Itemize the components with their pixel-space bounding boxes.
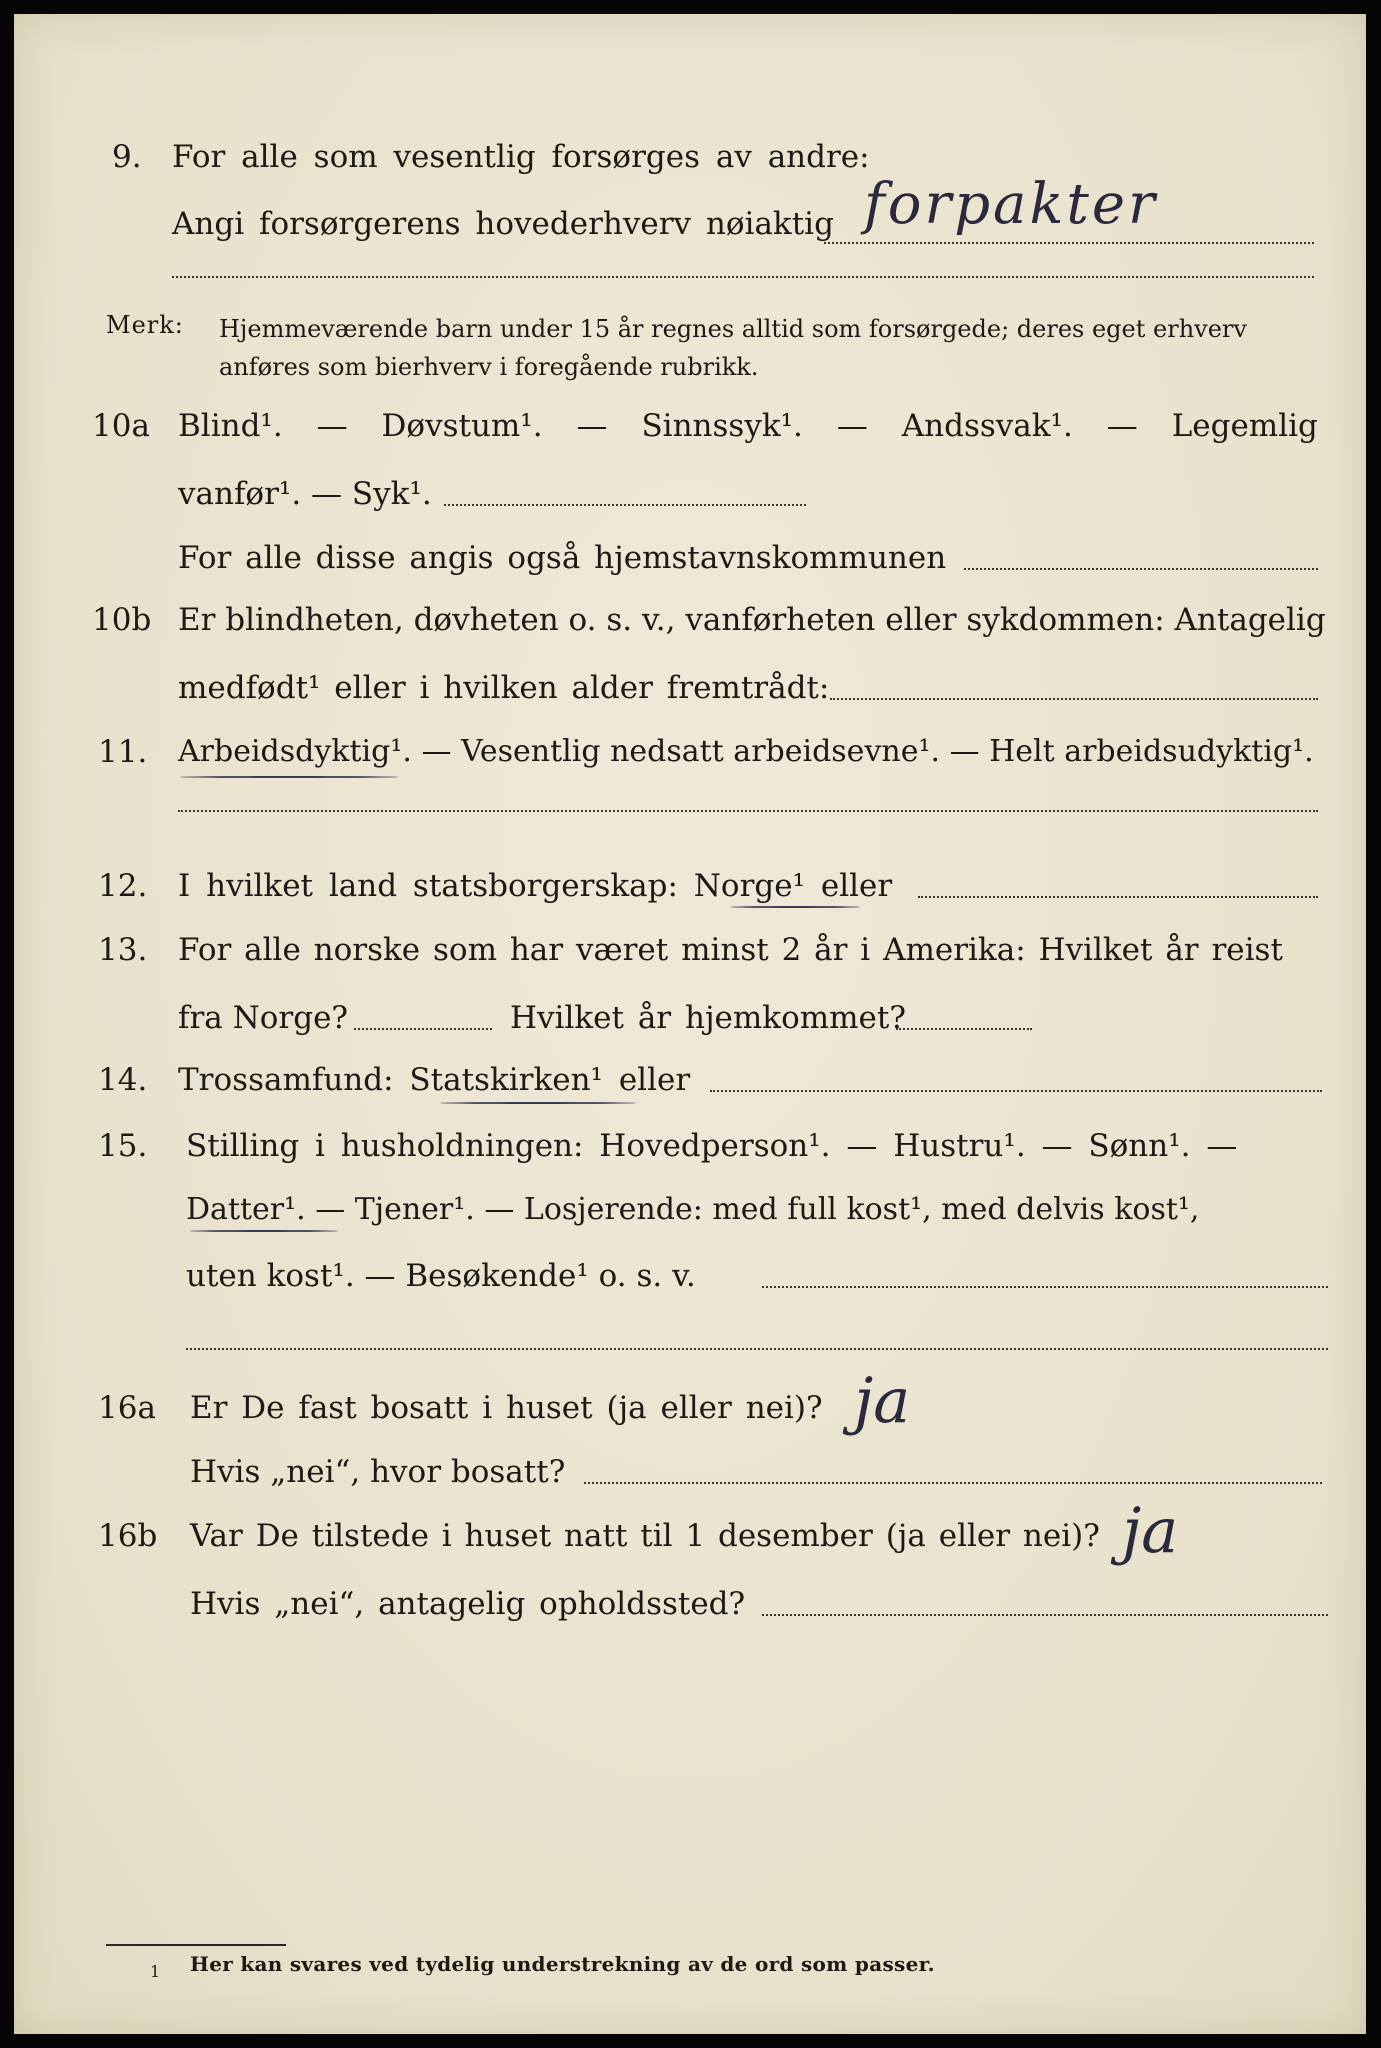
q11-extra-line [178, 810, 1318, 812]
q16b-text-line2: Hvis „nei“, antagelig opholdssted? [190, 1586, 746, 1622]
q11-text-line1: Arbeidsdyktig¹. — Vesentlig nedsatt arbeidsevne¹. — Helt arbeidsudyktig¹. [178, 734, 1314, 769]
q13-text-line2a: fra Norge? [178, 1000, 349, 1036]
q10a-word: Sinnssyk¹. [641, 408, 803, 444]
q13-text-line1: For alle norske som har været minst 2 år i Amerika: Hvilket år reist [178, 932, 1283, 968]
q13-text-line2b: Hvilket år hjemkommet? [510, 1000, 906, 1036]
q15-number: 15. [98, 1128, 148, 1164]
q9-extra-line [172, 276, 1314, 278]
q10b-number: 10b [92, 602, 152, 638]
q15-text-line1: Stilling i husholdningen: Hovedperson¹. — Hustru¹. — Sønn¹. — [186, 1128, 1238, 1164]
q10b-text-line2: medfødt¹ eller i hvilken alder fremtrådt: [178, 670, 830, 706]
q14-answer-line [710, 1090, 1322, 1092]
merk-line1: Hjemmeværende barn under 15 år regnes alltid som forsørgede; deres eget erhverv [219, 315, 1247, 343]
q16a-line1 [14, 1386, 1381, 1430]
q13-hjemkommet-answer-line [896, 1028, 1032, 1030]
q13-line1 [14, 928, 1381, 972]
q10a-line3 [14, 536, 1381, 580]
q9-text-line2: Angi forsørgerens hovederhverv nøiaktig [172, 206, 834, 242]
q9-line2 [14, 202, 1381, 246]
q15-line2 [14, 1188, 1381, 1232]
q10a-number: 10a [92, 408, 150, 444]
q10a-word: — [836, 408, 868, 444]
q13-reist-answer-line [354, 1028, 492, 1030]
merk-label: Merk: [106, 311, 184, 339]
q10b-answer-line [830, 698, 1318, 700]
q15-underline-datter [190, 1230, 338, 1232]
q16b-handwritten-answer: ja [1122, 1494, 1179, 1567]
q11-line1 [14, 730, 1381, 774]
q10a-word: — [576, 408, 608, 444]
form-page [14, 14, 1366, 2034]
q10a-text-line2: vanfør¹. — Syk¹. [178, 476, 432, 512]
q10a-word: Blind¹. [178, 408, 283, 444]
q16a-text-line2: Hvis „nei“, hvor bosatt? [190, 1454, 566, 1490]
q15-text-line3: uten kost¹. — Besøkende¹ o. s. v. [186, 1258, 696, 1294]
q16a-handwritten-answer: ja [854, 1364, 911, 1437]
q10a-word: Legemlig [1171, 408, 1318, 444]
q10a-hjemstavn-answer-line [964, 568, 1318, 570]
q10b-line1 [14, 598, 1381, 642]
q9-text-line1: For alle som vesentlig forsørges av andre: [172, 139, 870, 175]
q14-underline-statskirken [440, 1102, 636, 1104]
q15-line1 [14, 1124, 1381, 1168]
q16a-answer-line [584, 1482, 1322, 1484]
q12-underline-norge [730, 906, 860, 908]
q14-number: 14. [98, 1062, 148, 1098]
q10a-line2 [14, 472, 1381, 516]
footnote-mark: 1 [150, 1962, 161, 1981]
q15-line3 [14, 1254, 1381, 1298]
q15-answer-line [762, 1286, 1328, 1288]
q12-number: 12. [98, 868, 148, 904]
q9-answer-line [824, 242, 1314, 244]
footnote-text: Her kan svares ved tydelig understrekning av de ord som passer. [190, 1952, 935, 1976]
q13-number: 13. [98, 932, 148, 968]
q9-line1 [14, 135, 1381, 179]
q14-text-line1: Trossamfund: Statskirken¹ eller [178, 1062, 691, 1098]
q16a-text-line1: Er De fast bosatt i huset (ja eller nei)? [190, 1390, 823, 1426]
q16a-line2 [14, 1450, 1381, 1494]
q12-text-line1: I hvilket land statsborgerskap: Norge¹ eller [178, 868, 893, 904]
q9-number: 9. [112, 139, 142, 175]
q15-extra-line [186, 1348, 1328, 1350]
q16a-number: 16a [98, 1390, 156, 1426]
q10a-word: — [1106, 408, 1138, 444]
footnote-rule [106, 1944, 286, 1946]
q11-number: 11. [98, 734, 148, 770]
q16b-text-line1: Var De tilstede i huset natt til 1 desember (ja eller nei)? [190, 1518, 1100, 1554]
q14-line1 [14, 1058, 1381, 1102]
q12-answer-line [918, 896, 1318, 898]
merk-line2: anføres som bierhverv i foregående rubrikk. [219, 353, 759, 381]
q16b-number: 16b [98, 1518, 158, 1554]
q10a-text-line1 [178, 404, 1318, 448]
q15-text-line2: Datter¹. — Tjener¹. — Losjerende: med full kost¹, med delvis kost¹, [186, 1192, 1200, 1227]
q10a-word: — [316, 408, 348, 444]
q9-handwritten-answer: forpakter [864, 172, 1158, 237]
q10b-text-line1: Er blindheten, døvheten o. s. v., vanførheten eller sykdommen: Antagelig [178, 602, 1326, 638]
q12-line1 [14, 864, 1381, 908]
q11-underline-arbeidsdyktig [180, 776, 398, 778]
q10a-syk-answer-line [444, 504, 806, 506]
q10a-text-line3: For alle disse angis også hjemstavnskommunen [178, 540, 947, 576]
q16b-line2 [14, 1582, 1381, 1626]
q10a-word: Andssvak¹. [901, 408, 1073, 444]
q16b-answer-line [762, 1614, 1328, 1616]
q10b-line2 [14, 666, 1381, 710]
q13-line2 [14, 996, 1381, 1040]
q10a-line1 [14, 404, 1381, 448]
q10a-word: Døvstum¹. [381, 408, 543, 444]
